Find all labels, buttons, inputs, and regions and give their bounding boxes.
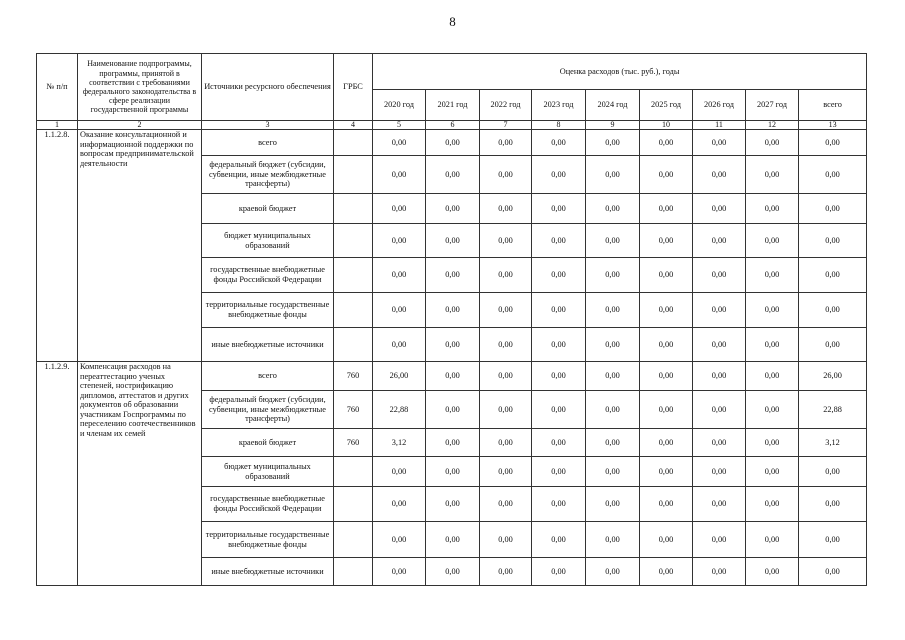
value-cell: 0,00 [640,429,693,457]
value-cell: 0,00 [373,130,426,156]
value-cell: 0,00 [480,258,532,293]
value-cell: 0,00 [746,328,799,362]
grbs-code [334,522,373,558]
value-cell: 3,12 [373,429,426,457]
value-cell: 0,00 [532,522,586,558]
value-cell: 0,00 [693,293,746,328]
grbs-code [334,293,373,328]
value-cell: 0,00 [532,429,586,457]
header-year: 2021 год [426,90,480,121]
value-cell: 0,00 [586,156,640,194]
value-cell: 0,00 [426,457,480,487]
column-number: 2 [78,121,202,130]
value-cell: 0,00 [426,293,480,328]
column-number: 6 [426,121,480,130]
value-cell: 0,00 [532,130,586,156]
value-cell: 0,00 [480,224,532,258]
funding-source: территориальные государственные внебюджетные фонды [202,522,334,558]
column-number: 8 [532,121,586,130]
grbs-code [334,487,373,522]
value-cell: 0,00 [373,522,426,558]
value-cell: 0,00 [640,328,693,362]
column-number: 1 [37,121,78,130]
funding-source: государственные внебюджетные фонды Российской Федерации [202,258,334,293]
value-cell: 0,00 [693,258,746,293]
value-cell: 0,00 [693,328,746,362]
value-cell: 0,00 [640,522,693,558]
total-cell: 0,00 [799,558,867,586]
funding-source: территориальные государственные внебюджетные фонды [202,293,334,328]
value-cell: 0,00 [373,558,426,586]
header-year: 2026 год [693,90,746,121]
value-cell: 0,00 [480,558,532,586]
value-cell: 0,00 [640,362,693,391]
item-code: 1.1.2.8. [37,130,78,362]
header-year: 2024 год [586,90,640,121]
total-cell: 0,00 [799,328,867,362]
grbs-code [334,457,373,487]
value-cell: 0,00 [693,224,746,258]
value-cell: 0,00 [532,194,586,224]
value-cell: 0,00 [426,194,480,224]
value-cell: 0,00 [640,194,693,224]
value-cell: 0,00 [586,258,640,293]
value-cell: 0,00 [373,328,426,362]
header-estimate: Оценка расходов (тыс. руб.), годы [373,54,867,90]
funding-source: краевой бюджет [202,194,334,224]
grbs-code: 760 [334,429,373,457]
value-cell: 0,00 [746,487,799,522]
value-cell: 0,00 [640,224,693,258]
value-cell: 0,00 [746,362,799,391]
value-cell: 0,00 [586,558,640,586]
value-cell: 0,00 [746,130,799,156]
value-cell: 0,00 [693,487,746,522]
column-number: 12 [746,121,799,130]
value-cell: 0,00 [426,130,480,156]
total-cell: 0,00 [799,457,867,487]
value-cell: 0,00 [480,391,532,429]
value-cell: 0,00 [640,130,693,156]
value-cell: 0,00 [532,258,586,293]
value-cell: 0,00 [693,558,746,586]
value-cell: 0,00 [480,130,532,156]
value-cell: 0,00 [426,156,480,194]
column-number: 7 [480,121,532,130]
value-cell: 0,00 [532,457,586,487]
header-total: всего [799,90,867,121]
header-year: 2027 год [746,90,799,121]
column-number: 4 [334,121,373,130]
funding-source: бюджет муниципальных образований [202,224,334,258]
grbs-code: 760 [334,391,373,429]
value-cell: 0,00 [693,156,746,194]
value-cell: 0,00 [532,328,586,362]
table-row [37,130,867,156]
value-cell: 0,00 [373,293,426,328]
value-cell: 0,00 [640,156,693,194]
value-cell: 0,00 [373,194,426,224]
value-cell: 0,00 [426,558,480,586]
value-cell: 0,00 [640,487,693,522]
value-cell: 0,00 [586,194,640,224]
funding-source: иные внебюджетные источники [202,328,334,362]
value-cell: 0,00 [693,457,746,487]
value-cell: 0,00 [586,362,640,391]
value-cell: 0,00 [640,293,693,328]
value-cell: 0,00 [693,130,746,156]
value-cell: 0,00 [532,558,586,586]
column-number: 10 [640,121,693,130]
grbs-code [334,194,373,224]
item-name: Компенсация расходов на переаттестацию ученых степеней, нострификацию дипломов, аттестатов и других документов об образовании участникам Госпрограммы по переселению соотечественников и членам их семей [78,362,202,586]
value-cell: 0,00 [480,429,532,457]
total-cell: 26,00 [799,362,867,391]
header-year: 2020 год [373,90,426,121]
grbs-code [334,558,373,586]
total-cell: 0,00 [799,522,867,558]
value-cell: 0,00 [426,224,480,258]
value-cell: 0,00 [746,391,799,429]
total-cell: 0,00 [799,224,867,258]
value-cell: 0,00 [693,194,746,224]
value-cell: 0,00 [586,487,640,522]
value-cell: 0,00 [586,522,640,558]
value-cell: 0,00 [532,224,586,258]
value-cell: 0,00 [373,224,426,258]
value-cell: 0,00 [586,391,640,429]
value-cell: 0,00 [640,558,693,586]
value-cell: 0,00 [426,522,480,558]
value-cell: 0,00 [532,362,586,391]
grbs-code [334,224,373,258]
header-year: 2025 год [640,90,693,121]
value-cell: 0,00 [373,156,426,194]
total-cell: 22,88 [799,391,867,429]
value-cell: 0,00 [640,391,693,429]
value-cell: 0,00 [640,258,693,293]
item-code: 1.1.2.9. [37,362,78,586]
value-cell: 0,00 [532,487,586,522]
page-number: 8 [449,14,456,29]
expenses-table [36,53,867,586]
value-cell: 0,00 [586,457,640,487]
value-cell: 0,00 [693,391,746,429]
value-cell: 0,00 [746,156,799,194]
value-cell: 0,00 [480,457,532,487]
funding-source: федеральный бюджет (субсидии, субвенции, иные межбюджетные трансферты) [202,156,334,194]
grbs-code: 760 [334,362,373,391]
value-cell: 0,00 [746,522,799,558]
value-cell: 0,00 [426,328,480,362]
value-cell: 0,00 [586,328,640,362]
funding-source: краевой бюджет [202,429,334,457]
value-cell: 0,00 [586,293,640,328]
grbs-code [334,328,373,362]
value-cell: 0,00 [480,487,532,522]
header-year: 2023 год [532,90,586,121]
value-cell: 0,00 [532,156,586,194]
header-grbs: ГРБС [334,54,373,121]
value-cell: 0,00 [746,194,799,224]
value-cell: 22,88 [373,391,426,429]
value-cell: 0,00 [746,224,799,258]
column-number: 13 [799,121,867,130]
value-cell: 0,00 [480,362,532,391]
grbs-code [334,130,373,156]
value-cell: 0,00 [480,522,532,558]
value-cell: 0,00 [746,457,799,487]
value-cell: 0,00 [693,429,746,457]
table-row [37,362,867,391]
column-number: 11 [693,121,746,130]
funding-source: всего [202,130,334,156]
total-cell: 0,00 [799,194,867,224]
value-cell: 0,00 [373,487,426,522]
total-cell: 3,12 [799,429,867,457]
item-name: Оказание консультационной и информационной поддержки по вопросам предпринимательской деятельности [78,130,202,362]
value-cell: 0,00 [693,362,746,391]
value-cell: 0,00 [426,362,480,391]
value-cell: 0,00 [586,224,640,258]
funding-source: всего [202,362,334,391]
header-funding-source: Источники ресурсного обеспечения [202,54,334,121]
value-cell: 0,00 [373,457,426,487]
column-number: 3 [202,121,334,130]
value-cell: 0,00 [480,156,532,194]
value-cell: 0,00 [746,558,799,586]
value-cell: 0,00 [426,487,480,522]
value-cell: 0,00 [693,522,746,558]
value-cell: 0,00 [746,293,799,328]
column-number: 5 [373,121,426,130]
total-cell: 0,00 [799,130,867,156]
value-cell: 0,00 [480,293,532,328]
value-cell: 0,00 [480,194,532,224]
header-program-name: Наименование подпрограммы, программы, принятой в соответствии с требованиями федерального законодательства в сфере реализации государственной программы [78,54,202,121]
total-cell: 0,00 [799,293,867,328]
funding-source: государственные внебюджетные фонды Российской Федерации [202,487,334,522]
header-year: 2022 год [480,90,532,121]
value-cell: 0,00 [373,258,426,293]
total-cell: 0,00 [799,156,867,194]
column-number: 9 [586,121,640,130]
value-cell: 0,00 [426,258,480,293]
value-cell: 0,00 [426,391,480,429]
value-cell: 0,00 [640,457,693,487]
value-cell: 0,00 [586,130,640,156]
value-cell: 0,00 [746,258,799,293]
value-cell: 0,00 [426,429,480,457]
total-cell: 0,00 [799,487,867,522]
value-cell: 0,00 [586,429,640,457]
header-number: № п/п [37,54,78,121]
total-cell: 0,00 [799,258,867,293]
funding-source: бюджет муниципальных образований [202,457,334,487]
value-cell: 0,00 [746,429,799,457]
value-cell: 26,00 [373,362,426,391]
value-cell: 0,00 [532,391,586,429]
funding-source: иные внебюджетные источники [202,558,334,586]
funding-source: федеральный бюджет (субсидии, субвенции, иные межбюджетные трансферты) [202,391,334,429]
value-cell: 0,00 [480,328,532,362]
value-cell: 0,00 [532,293,586,328]
grbs-code [334,258,373,293]
grbs-code [334,156,373,194]
